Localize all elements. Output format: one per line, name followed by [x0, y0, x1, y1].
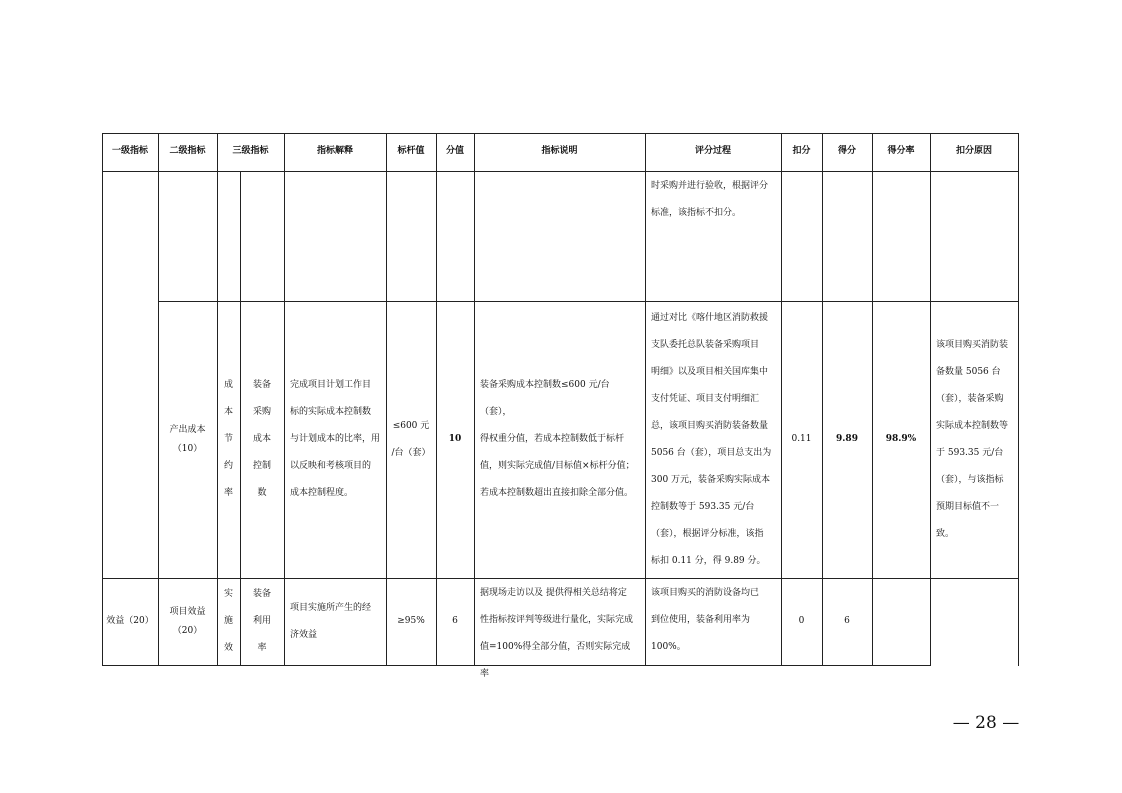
row2-rate: 98.9%: [885, 433, 917, 444]
row2-explain: [284, 301, 386, 578]
row3-explain: [284, 578, 386, 665]
row3-level3a: [217, 578, 240, 665]
row3-level3b-text: 装备 利用 率: [252, 589, 271, 653]
row2-level2: [158, 301, 217, 578]
row2-reason: [930, 301, 1018, 578]
row2-level2-text: 产出成本 （10）: [169, 424, 206, 454]
row2-level3b: [240, 301, 284, 578]
row2-explain-text: 完成项目计划工作目 标的实际成本控制数 与计划成本的比率，用 以反映和考核项目的 成本控制程度。: [290, 380, 381, 498]
row3-explain-text: 项目实施所产生的经 济效益: [290, 602, 372, 640]
row3-process: [645, 580, 781, 665]
row2-benchmark: [386, 301, 436, 578]
row2-description: [474, 301, 645, 578]
header-level3: 三级指标: [232, 146, 269, 157]
header-level1: 一级指标: [111, 146, 148, 157]
row2-score-value: 10: [448, 433, 462, 444]
row3-level2: [158, 578, 217, 665]
row3-deduct: 0: [798, 615, 805, 626]
row2-level3a-text: 成 本 节 约 率: [223, 380, 233, 498]
header-rate: 得分率: [887, 146, 915, 157]
header-deduct: 扣分: [792, 146, 811, 157]
header-description: 指标说明: [541, 146, 578, 157]
row2-level3b-text: 装备 采购 成本 控制 数: [252, 380, 271, 498]
page-number: — 28 —: [952, 713, 1020, 733]
row2-deduct: 0.11: [791, 433, 812, 444]
row3-level3b: [240, 578, 284, 665]
row3-process-text: 该项目购买的消防设备均已 到位使用，装备利用率为 100%。: [651, 588, 760, 652]
header-level2: 二级指标: [169, 146, 206, 157]
row1-process: [645, 173, 781, 299]
header-explain: 指标解释: [316, 146, 353, 157]
row3-level3a-text: 实 施 效: [223, 589, 233, 653]
evaluation-table: [102, 133, 1019, 679]
row3-level1: 效益（20）: [106, 615, 154, 626]
header-score-value: 分值: [445, 146, 464, 157]
row2-description-text: 装备采购成本控制数≤600 元/台（套）， 得权重分值，若成本控制数低于标杆 值，则实际完成值/目标值×标杆分值； 若成本控制数超出直接扣除全部分值。: [480, 380, 635, 498]
row3-got: 6: [844, 615, 850, 626]
header-process: 评分过程: [694, 146, 731, 157]
header-benchmark: 标杆值: [397, 146, 425, 157]
rule: [1018, 133, 1019, 666]
row2-process-text: 通过对比《喀什地区消防救援 支队委托总队装备采购项目 明细》以及项目相关国库集中 支付凭证、项目支付明细汇 总，该项目购买消防装备数量 5056 台（套），项目总支出为 300 万元，装备采购实际成本 控制数等于 593.35 元/台 （套），根据评分标准，该指 标扣 0.11 分，得 9.89 分。: [651, 312, 772, 566]
row3-description: [474, 580, 645, 679]
header-got: 得分: [837, 146, 856, 157]
row3-level2-text: 项目效益 （20）: [169, 606, 206, 636]
row3-benchmark: ≥95%: [397, 615, 425, 626]
row3-score-value: 6: [452, 615, 458, 626]
header-reason: 扣分原因: [955, 146, 992, 157]
row2-benchmark-text: ≤600 元 /台（套）: [391, 420, 431, 458]
row2-reason-text: 该项目购买消防装 备数量 5056 台 （套），装备采购 实际成本控制数等 于 593.35 元/台 （套），与该指标 预期目标值不一 致。: [936, 339, 1009, 539]
row2-got: 9.89: [836, 433, 858, 444]
row2-level3a: [217, 301, 240, 578]
row3-description-text: 据现场走访以及 提供得相关总结将定 性指标按评判等级进行量化，实际完成 值=100%得全部分值，否则实际完成率: [480, 588, 634, 679]
row2-process: [645, 301, 781, 578]
row1-process-text: 时采购并进行验收，根据评分 标准，该指标不扣分。: [651, 181, 769, 218]
